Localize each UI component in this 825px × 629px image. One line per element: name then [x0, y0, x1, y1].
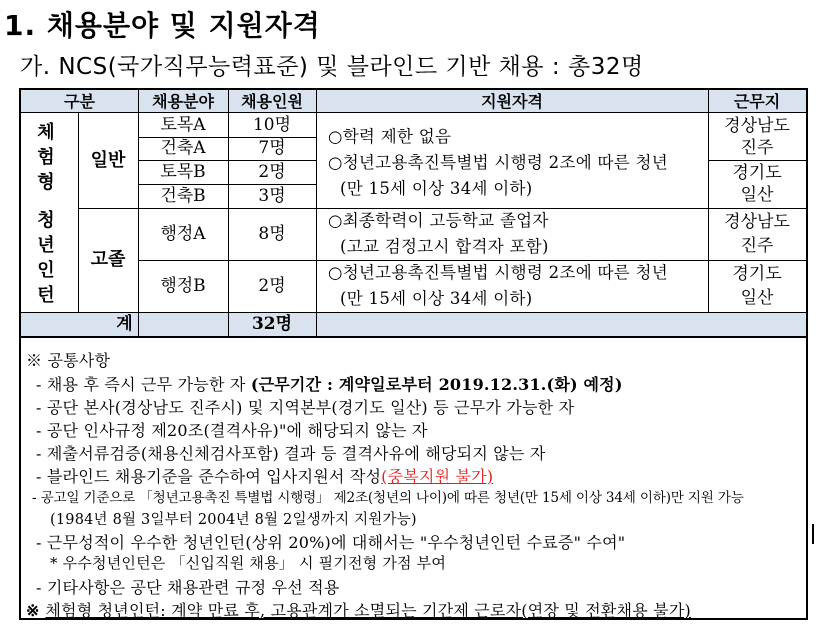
header-location: 근무지 — [708, 90, 806, 113]
grid-line — [316, 208, 806, 209]
count-row: 7명 — [258, 138, 286, 158]
header-category: 구분 — [21, 90, 138, 113]
count-row: 3명 — [258, 185, 286, 206]
category-vertical-bottom: 청 년 인 턴 — [37, 210, 55, 306]
page-subtitle: 가. NCS(국가직무능력표준) 및 블라인드 기반 채용 : 총32명 — [20, 54, 644, 80]
field-row: 행정A — [160, 223, 206, 244]
note-item: - 공고일 기준으로 「청년고용촉진 특별법 시행령」 제2조(청년의 나이)에 따른 청년(만 15세 이상 34세 이하)만 지원 가능 — [32, 490, 744, 506]
location-cell: 경기도 일산 — [732, 264, 782, 308]
field-row: 행정B — [160, 275, 206, 296]
grid-line — [138, 184, 316, 185]
header-field: 채용분야 — [138, 90, 228, 113]
note-item: * 우수청년인턴은 「신입직원 채용」 시 필기전형 가점 부여 — [50, 554, 447, 572]
grid-line — [138, 137, 316, 138]
note-item: - 기타사항은 공단 채용관련 규정 우선 적용 — [36, 578, 340, 597]
note-item: ※ 체험형 청년인턴: 계약 만료 후, 고용관계가 소멸되는 기간제 근로자(연장 및 전환채용 불가) — [26, 601, 691, 620]
grid-line — [138, 90, 139, 336]
count-row: 2명 — [258, 275, 286, 296]
field-row: 토목B — [160, 161, 206, 182]
total-row-fill — [316, 312, 806, 336]
header-count: 채용인원 — [228, 90, 316, 113]
category-vertical-top: 체 험 형 — [37, 122, 55, 193]
qualification-general: ○학력 제한 없음 ○청년고용촉진특별법 시행령 2조에 따른 청년 (만 15세 이상 34세 이하) — [328, 127, 668, 198]
count-row: 2명 — [258, 161, 286, 182]
group-general: 일반 — [90, 149, 126, 171]
note-item: - 공단 인사규정 제20조(결격사유)"에 해당되지 않는 자 — [36, 421, 428, 440]
note-item: - 블라인드 채용기준을 준수하여 입사지원서 작성(중복지원 불가) — [36, 467, 494, 486]
total-label: 계 — [21, 312, 228, 336]
group-highschool: 고졸 — [90, 249, 126, 270]
grid-line — [138, 160, 316, 161]
note-item: - 채용 후 즉시 근무 가능한 자 (근무기간 : 계약일로부터 2019.12.31.(화) 예정) — [36, 375, 623, 394]
grid-line — [316, 260, 806, 261]
grid-line — [78, 208, 316, 209]
grid-line — [138, 260, 316, 261]
grid-line — [316, 90, 317, 336]
header-qualification: 지원자격 — [316, 90, 708, 113]
field-row: 건축B — [160, 185, 206, 206]
qualification-highschool-a: ○최종학력이 고등학교 졸업자 (고교 검정고시 합격자 포함) — [328, 211, 549, 256]
note-item: (1984년 8월 3일부터 2004년 8월 2일생까지 지원가능) — [50, 512, 417, 528]
grid-line — [228, 90, 229, 336]
total-count: 32명 — [228, 312, 316, 336]
page-title: 1. 채용분야 및 지원자격 — [4, 9, 321, 42]
note-item: - 제출서류검증(채용신체검사포함) 결과 등 결격사유에 해당되지 않는 자 — [36, 444, 546, 463]
field-row: 토목A — [160, 114, 206, 135]
grid-line — [78, 113, 79, 312]
note-item: - 근무성적이 우수한 청년인턴(상위 20%)에 대해서는 "우수청년인턴 수료증" 수여" — [36, 533, 626, 552]
grid-line — [708, 160, 806, 161]
field-row: 건축A — [160, 138, 206, 158]
note-item: - 공단 본사(경상남도 진주시) 및 지역본부(경기도 일산) 등 근무가 가능한 자 — [36, 398, 575, 417]
count-row: 8명 — [258, 223, 286, 244]
grid-line — [708, 90, 709, 312]
notes-header: ※ 공통사항 — [26, 351, 111, 370]
location-cell: 경상남도 진주 — [724, 115, 790, 158]
location-cell: 경상남도 진주 — [724, 212, 790, 256]
count-row: 10명 — [252, 114, 292, 135]
text-cursor — [812, 524, 814, 544]
location-cell: 경기도 일산 — [732, 163, 782, 205]
qualification-highschool-b: ○청년고용촉진특별법 시행령 2조에 따른 청년 (만 15세 이상 34세 이하) — [328, 263, 668, 308]
grid-line — [21, 336, 806, 338]
